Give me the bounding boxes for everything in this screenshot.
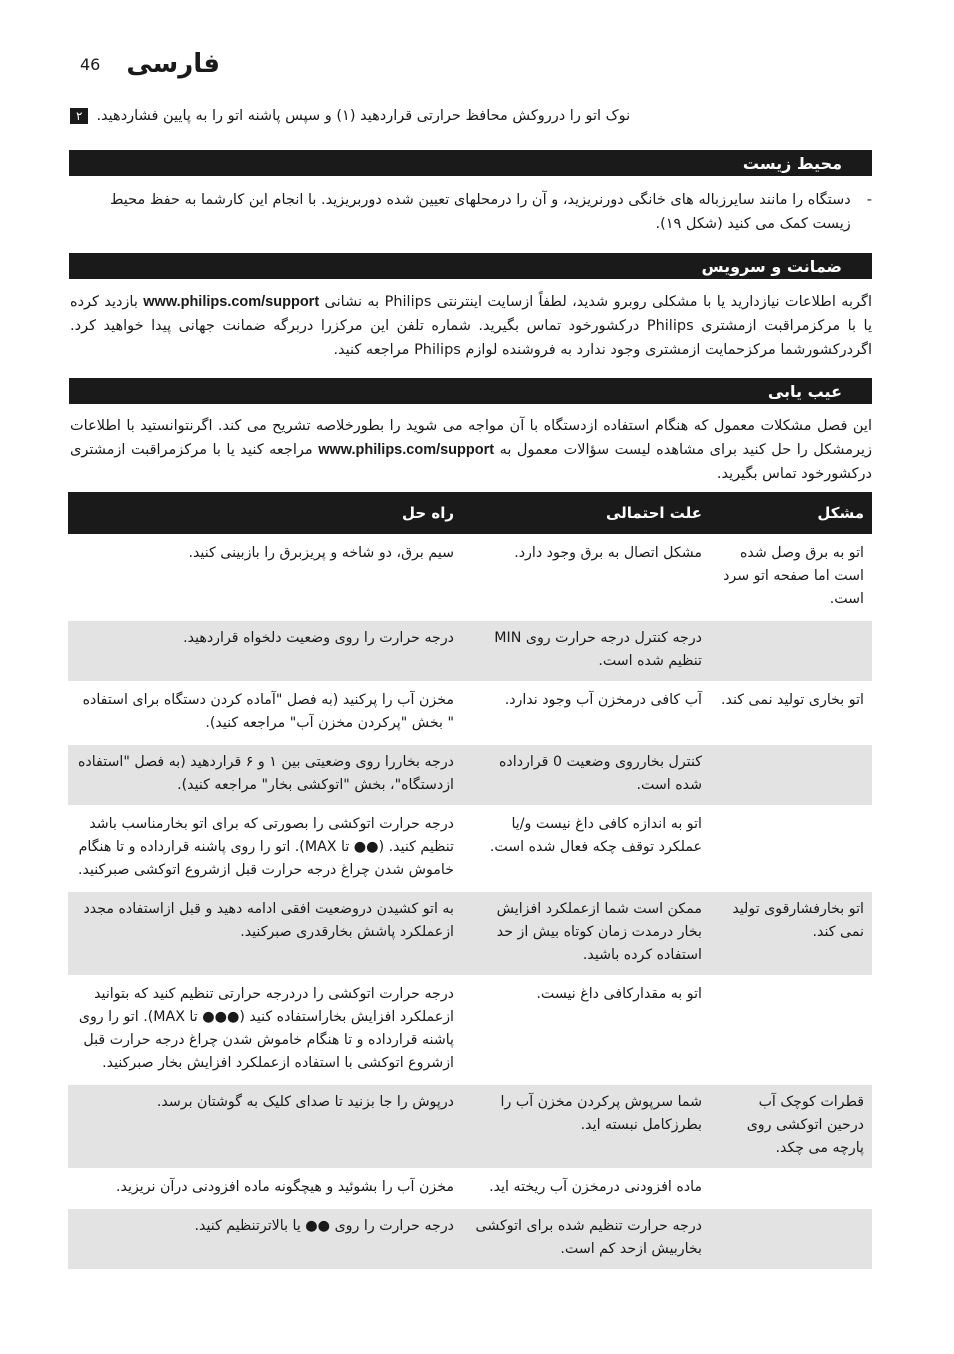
solution-cell: سیم برق، دو شاخه و پریزبرق را بازبینی کنید. [68,535,462,620]
troubleshooting-text-1: این فصل مشکلات معمول که هنگام استفاده ازدستگاه با آن مواجه می شوید را بطورخلاصه تشریح می کند. اگرنتوانستید با اطلاعات زیرمشکل را حل کنید برای مشاهده لیست سؤالات معمول به [70,418,873,458]
problem-cell [710,1169,872,1208]
problem-cell [710,806,872,891]
page-header [80,44,220,84]
table-row [68,1169,872,1208]
table-row [68,744,872,806]
guarantee-text-1: اگربه اطلاعات نیازدارید یا با مشکلی روبرو شدید، لطفاً ازسایت اینترنتی Philips به نشانی [324,294,872,310]
table-row [68,535,872,620]
environment-text: دستگاه را مانند سایرزباله های خانگی دورنریزید، و آن را درمحلهای تعیین شده دوربریزید. با انجام این کارشما به حفظ محیط زیست کمک می کنید (شکل ۱۹). [110,192,851,232]
solution-cell: به اتو کشیدن دروضعیت افقی ادامه دهید و قبل ازاستفاده مجدد ازعملکرد پاشش بخارقدری صبرکنید. [68,891,462,976]
support-link[interactable]: www.philips.com/support [318,442,495,458]
cause-cell: درجه حرارت تنظیم شده برای اتوکشی بخاربیش ازحد کم است. [462,1208,710,1270]
step-instruction [70,108,872,124]
section-title: عیب یابی [767,381,842,401]
column-header-cause: علت احتمالی [462,492,710,535]
problem-cell [710,976,872,1084]
cause-cell: مشکل اتصال به برق وجود دارد. [462,535,710,620]
troubleshooting-text-2: مراجعه کنید یا با مرکزمراقبت ازمشتری درکشورخود تماس بگیرید. [70,442,872,482]
problem-cell: اتو بخاری تولید نمی کند. [710,682,872,744]
column-header-problem: مشکل [710,492,872,535]
column-header-solution: راه حل [68,492,462,535]
cause-cell: درجه کنترل درجه حرارت روی MIN تنظیم شده است. [462,620,710,682]
solution-cell: درپوش را جا بزنید تا صدای کلیک به گوشتان برسد. [68,1084,462,1169]
troubleshooting-table [68,492,872,1271]
guarantee-paragraph [70,290,872,362]
cause-cell: اتو به مقدارکافی داغ نیست. [462,976,710,1084]
problem-cell [710,744,872,806]
cause-cell: کنترل بخارروی وضعیت 0 قرارداده شده است. [462,744,710,806]
table-row [68,806,872,891]
table-row [68,1084,872,1169]
table-row [68,682,872,744]
cause-cell: ماده افزودنی درمخزن آب ریخته اید. [462,1169,710,1208]
cause-cell: آب کافی درمخزن آب وجود ندارد. [462,682,710,744]
solution-cell: درجه حرارت اتوکشی را بصورتی که برای اتو بخارمناسب باشد تنظیم کنید. (●● تا MAX). اتو را روی پاشنه قرارداده و تا هنگام خاموش شدن چراغ درجه حرارت قبل ازشروع اتوکشی صبرکنید. [68,806,462,891]
problem-cell: اتو بخارفشارقوی تولید نمی کند. [710,891,872,976]
step-text: نوک اتو را درروکش محافظ حرارتی قراردهید (۱) و سپس پاشنه اتو را به پایین فشاردهید. [96,108,631,124]
section-title: ضمانت و سرویس [701,256,842,276]
bullet-dash: - [866,192,872,208]
cause-cell: شما سرپوش پرکردن مخزن آب را بطرزکامل نبسته اید. [462,1084,710,1169]
support-link[interactable]: www.philips.com/support [143,294,320,310]
solution-cell: مخزن آب را پرکنید (به فصل "آماده کردن دستگاه برای استفاده " بخش "پرکردن مخزن آب" مراجعه کنید). [68,682,462,744]
cause-cell: اتو به اندازه کافی داغ نیست و/یا عملکرد توقف چکه فعال شده است. [462,806,710,891]
page-language-title: فارسی [126,49,220,79]
step-number: ۲ [70,108,88,124]
troubleshooting-paragraph [70,414,872,486]
guarantee-text-2: بازدید کرده یا با مرکزمراقبت ازمشتری Philips درکشورخود تماس بگیرید. شماره تلفن این مرکزرا دربرگه ضمانت جهانی پیدا خواهید کرد. اگردرکشورشما مرکزحمایت ازمشتری وجود ندارد به فروشنده لوازم Philips مراجعه کنید. [70,294,872,358]
table-row [68,891,872,976]
section-heading-guarantee [69,253,872,279]
solution-cell: مخزن آب را بشوئید و هیچگونه ماده افزودنی درآن نریزید. [68,1169,462,1208]
solution-cell: درجه حرارت را روی وضعیت دلخواه قراردهید. [68,620,462,682]
table-header-row [68,492,872,535]
table-row [68,1208,872,1270]
solution-cell: درجه حرارت را روی ●● یا بالاترتنظیم کنید. [68,1208,462,1270]
solution-cell: درجه حرارت اتوکشی را دردرجه حرارتی تنظیم کنید که بتوانید ازعملکرد افزایش بخاراستفاده کنید (●●● تا MAX). اتو را روی پاشنه قرارداده و تا هنگام خاموش شدن چراغ درجه حرارت قبل ازشروع اتوکشی با استفاده ازعملکرد افزایش بخار صبرکنید. [68,976,462,1084]
table-row [68,620,872,682]
solution-cell: درجه بخاررا روی وضعیتی بین ۱ و ۶ قراردهید (به فصل "استفاده ازدستگاه"، بخش "اتوکشی بخار" مراجعه کنید). [68,744,462,806]
problem-cell: قطرات کوچک آب درحین اتوکشی روی پارچه می چکد. [710,1084,872,1169]
problem-cell: اتو به برق وصل شده است اما صفحه اتو سرد است. [710,535,872,620]
section-title: محیط زیست [742,153,842,173]
problem-cell [710,620,872,682]
problem-cell [710,1208,872,1270]
page-number: 46 [80,54,101,74]
cause-cell: ممکن است شما ازعملکرد افزایش بخار درمدت زمان کوتاه بیش از حد استفاده کرده باشید. [462,891,710,976]
table-row [68,976,872,1084]
environment-bullet [80,188,872,236]
section-heading-environment [69,150,872,176]
section-heading-troubleshooting [69,378,872,404]
